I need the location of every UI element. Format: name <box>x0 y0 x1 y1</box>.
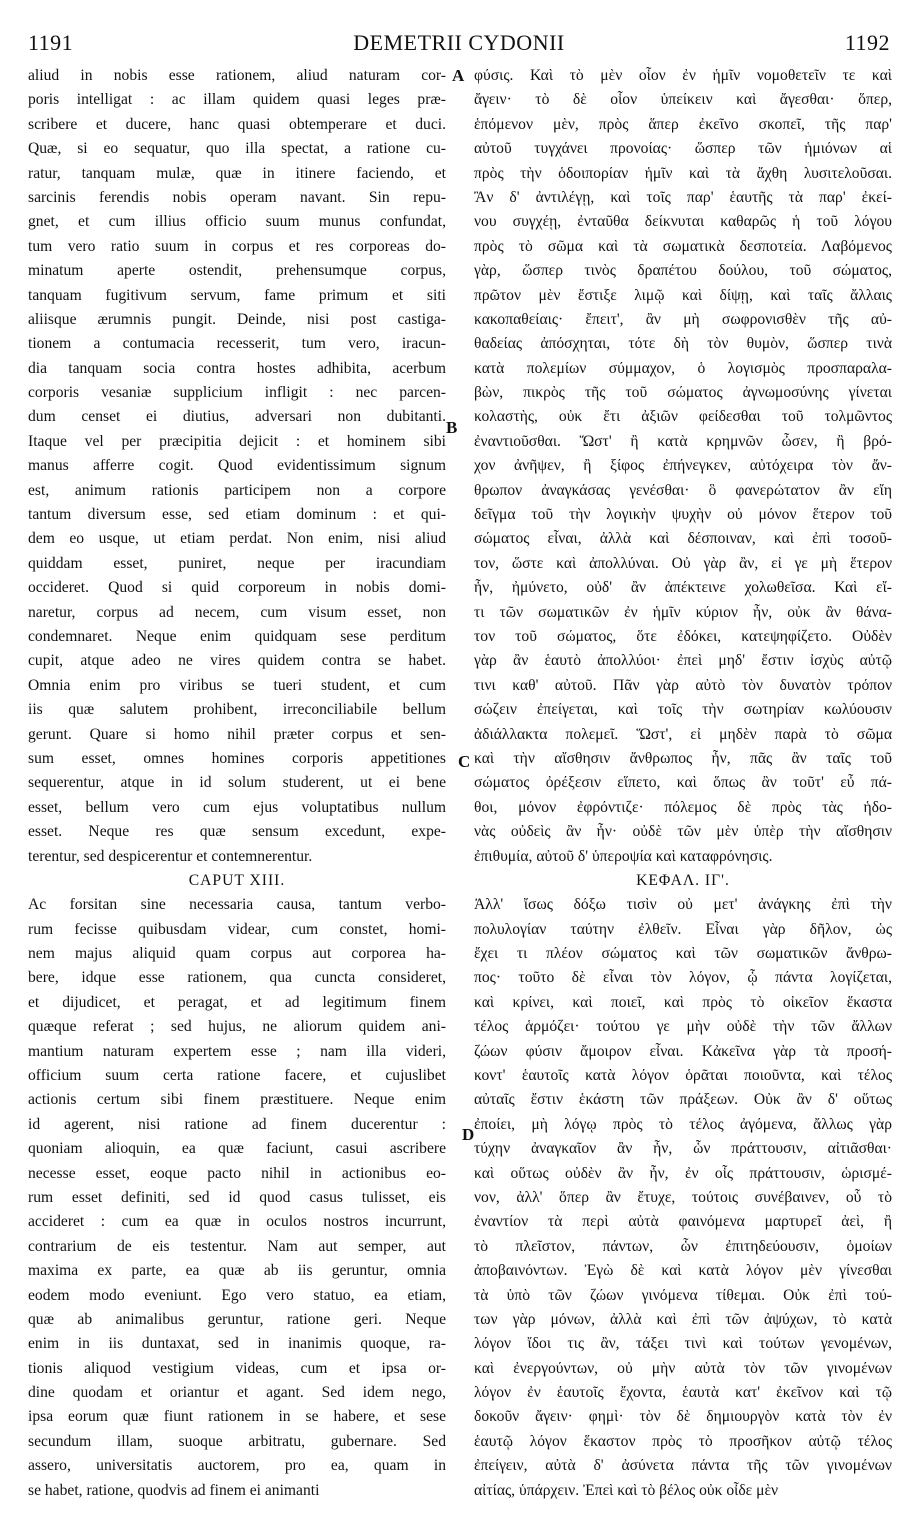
text-line: id agerent, nisi ratione ad finem ducerentur : <box>28 1115 446 1133</box>
text-line: τὸ πλεῖστον, πάντων, ὧν ἐπιτηδεύουσιν, ὁμοίων <box>474 1237 892 1255</box>
text-line: ἑπόμενον μὲν, πρὸς ἅπερ ἐκεῖνο σκοπεῖ, τῆς παρ' <box>474 115 892 133</box>
text-line: ἀδιάλλακτα πολεμεῖ. Ὥστ', εἰ μηδὲν παρὰ τὸ σῶμα <box>474 725 892 743</box>
text-line: Itaque vel per præcipitia dejicit : et hominem sibi <box>28 432 446 450</box>
text-line: gnet, et cum illius officio suum munus confundat, <box>28 213 446 231</box>
text-line: αἰτίας, ὑπάρχειν. Ἐπεὶ καὶ τὸ βέλος οὐκ οἶδε μὲν <box>474 1481 779 1499</box>
text-line: tionem a contumacia recesserit, tum vero, iracun- <box>28 335 446 353</box>
text-line: τὰ ὑπὸ τῶν ζώων γινόμενα τίθεμαι. Οὐκ ἐπὶ τού- <box>474 1286 892 1304</box>
text-line: scribere et ducere, hanc quasi obtemperare et duci. <box>28 115 446 133</box>
text-line: ἦν, ἠμύνετο, οὐδ' ἂν ἀπέκτεινε χολωθεῖσα. Καὶ εἴ- <box>474 579 892 597</box>
text-line: maxima ex parte, ea quæ ab iis geruntur, omnia <box>28 1262 446 1280</box>
text-line: λόγον ἐν ἑαυτοῖς ἔχοντα, ἑαυτὰ κατ' ἐκεῖνον καὶ τῷ <box>474 1384 892 1402</box>
text-line: χον ἀνῆψεν, ἢ ξίφος ἐπήνεγκεν, αὐτόχειρα τὸν ἄν- <box>474 457 892 475</box>
text-line: ἐπιθυμία, αὐτοῦ δ' ὑπεροψία καὶ καταφρόνησις. <box>474 847 773 865</box>
text-line: mantium naturam expertem esse ; nam illa videri, <box>28 1042 446 1060</box>
text-line: est, animum rationis participem non a corpore <box>28 481 446 499</box>
text-line: κοντ' ἑαυτοῖς κατὰ λόγον ὁρᾶται ποιοῦντα, καὶ τέλος <box>474 1067 892 1085</box>
text-line: καὶ τὴν αἴσθησιν ἄνθρωπος ἦν, πᾶς ἂν ταῖς τοῦ <box>474 749 892 767</box>
text-line: enim in iis duntaxat, sed in inanimis quoque, ra- <box>28 1335 446 1353</box>
text-line: λόγον ἴδοι τις ἂν, τάξει τινὶ καὶ τούτων γενομένων, <box>474 1335 892 1353</box>
text-line: accideret : cum ea quæ in oculos nostros incurrunt, <box>28 1213 446 1231</box>
text-line: tantum diversum esse, sed etiam dominum : et qui- <box>28 506 446 524</box>
margin-marker-c: C <box>458 752 471 771</box>
page-number-right: 1192 <box>844 30 890 55</box>
text-line: αὐταῖς ἔστιν ἑκάστη τῶν πράξεων. Οὐκ ἂν δ' οὕτως <box>474 1091 892 1109</box>
text-line: Ac forsitan sine necessaria causa, tantum verbo- <box>28 896 446 914</box>
text-line: αὐτοῦ τυγχάνει προνοίας· ὥσπερ τῶν ἡμιόνων αἱ <box>474 140 892 158</box>
text-line: quiddam esset, puniret, neque per iracundiam <box>28 554 446 572</box>
text-line: ἐναντίον τὰ περὶ αὐτὰ φαινόμενα μαρτυρεῖ ἀεὶ, ἢ <box>474 1213 892 1231</box>
text-line: νον, ἀλλ' ὅπερ ἂν ἔτυχε, τούτοις συνέβαινεν, οὗ τὸ <box>474 1188 892 1206</box>
page-number-left: 1191 <box>28 30 74 55</box>
text-line: των γὰρ μόνων, ἀλλὰ καὶ ἐπὶ τῶν ἀψύχων, τὸ κατὰ <box>474 1310 892 1328</box>
text-line: σώματος εἶναι, ἀλλὰ καὶ δέσποιναν, καὶ ἐπὶ τοσοῦ- <box>474 530 892 548</box>
latin-column <box>28 64 446 1503</box>
text-line: eodem modo eveniunt. Ego vero statuo, ea etiam, <box>28 1286 446 1304</box>
text-line: actionis certum sibi finem præstituere. Neque enim <box>28 1091 446 1109</box>
text-line: πος· τοῦτο δὲ εἶναι τὸν λόγον, ᾧ πάντα λογίζεται, <box>474 969 892 987</box>
text-line: rum fecisse quibusdam videar, cum constet, homi- <box>28 920 446 938</box>
text-line: ἐναντιοῦσθαι. Ὥστ' ἢ κατὰ κρημνῶν ὦσεν, ἢ βρό- <box>474 432 892 450</box>
text-line: iis quæ salutem prohibent, irreconciliabile bellum <box>28 701 446 719</box>
text-line: sum esset, omnes homines corporis appetitiones <box>28 749 446 767</box>
text-line: νου συγχέῃ, ἐνταῦθα δείκνυται καθαρῶς ἡ τοῦ λόγου <box>474 213 892 231</box>
text-line: esset, bellum vero cum ejus voluptatibus nullum <box>28 798 446 816</box>
text-line: κακοπαθείαις· ἔπειτ', ἂν μὴ σωφρονισθὲν τῆς αὐ- <box>474 310 892 328</box>
text-line: θαδείας ἀπόσχηται, τότε δὴ τὸν θυμὸν, ὥσπερ τινὰ <box>474 335 892 353</box>
text-line: Ἀλλ' ἴσως δόξω τισὶν οὐ μετ' ἀνάγκης ἐπὶ τὴν <box>474 896 892 914</box>
text-line: assero, universitatis auctorem, pro ea, quam in <box>28 1457 446 1475</box>
text-line: γὰρ ἂν ἑαυτὸ ἀπολλύοι· ἐπεὶ μηδ' ἔστιν ἰσχὺς αὐτῷ <box>474 652 892 670</box>
text-line: ἀποβαινόντων. Ἐγὼ δὲ καὶ κατὰ λόγον μὲν γίνεσθαι <box>474 1262 892 1280</box>
text-line: πρῶτον μὲν ἔστιξε λιμῷ καὶ δίψῃ, καὶ ταῖς ἄλλαις <box>474 286 892 304</box>
text-line: tum vero ratio suum in corpus et res corporeas do- <box>28 237 446 255</box>
text-line: contrarium de eis testentur. Nam aut semper, aut <box>28 1237 446 1255</box>
text-line: secundum illam, suoque arbitratu, gubernare. Sed <box>28 1432 446 1450</box>
text-line: ζώων φύσιν ἄμοιρον εἶναι. Κἀκεῖνα γὰρ τὰ προσή- <box>474 1042 892 1060</box>
text-line: officium suum certa ratione facere, et cujuslibet <box>28 1067 446 1085</box>
chapter-heading: ΚΕΦΑΛ. ΙΓ'. <box>636 871 730 889</box>
text-line: πρὸς τὴν ὁδοιπορίαν ἡμῖν καὶ τὰ ἄχθη λυσιτελοῦσαι. <box>474 164 892 182</box>
margin-marker-b: B <box>446 418 458 437</box>
text-line: dia tanquam socia contra hostes adhibita, acerbum <box>28 359 446 377</box>
margin-marker-d: D <box>462 1125 475 1144</box>
text-line: Quæ, si eo sequatur, quo illa spectat, a ratione cu- <box>28 140 446 158</box>
text-line: esset. Neque res quæ sensum excedunt, expe- <box>28 823 446 841</box>
text-line: tionis aliquod vestigium videas, cum et ipsa or- <box>28 1359 446 1377</box>
greek-column <box>474 64 892 1503</box>
text-line: πρὸς τὸ σῶμα καὶ τὰ σωματικὰ δεσποτεία. Λαβόμενος <box>474 237 892 255</box>
text-line: τέλος ἁρμόζει· τούτου γε μὴν οὐδὲ τὴν τῶν ἄλλων <box>474 1018 892 1036</box>
text-line: ratur, tanquam mulæ, quæ in itinere faciendo, et <box>28 164 446 182</box>
text-line: σώζειν ἐπείγεται, καὶ τοῖς τὴν σωτηρίαν κωλύουσιν <box>474 701 892 719</box>
text-line: cupit, atque adeo ne vires quidem contra se habet. <box>28 652 446 670</box>
text-line: dine quodam et oriantur et agant. Sed idem nego, <box>28 1384 446 1402</box>
text-line: quoniam alioquin, ea quæ faciunt, casui ascribere <box>28 1140 446 1158</box>
chapter-heading: CAPUT XIII. <box>188 871 286 889</box>
text-line: tanquam fugitivum servum, fame primum et siti <box>28 286 446 304</box>
text-line: et dijudicet, et peragat, et ad legitimum finem <box>28 993 446 1011</box>
text-line: gerunt. Quare si homo nihil præter corpus et sen- <box>28 725 446 743</box>
text-line: sarcinis ferendis nobis operam navant. Sin repu- <box>28 188 446 206</box>
text-line: ἔχει τι πλέον σώματος καὶ τῶν σωματικῶν ἄνθρω- <box>474 945 892 963</box>
text-line: γὰρ, ὥσπερ τινὸς δραπέτου δούλου, τοῦ σώματος, <box>474 262 892 280</box>
text-line: occideret. Quod si quid corporeum in nobis domi- <box>28 579 446 597</box>
text-line: βὼν, πικρὸς τῆς τοῦ σώματος ἀγνωμοσύνης γίνεται <box>474 384 892 402</box>
text-line: ἄγειν· τὸ δὲ οἷον ὑπείκειν καὶ ἄγεσθαι· ὅπερ, <box>474 91 892 109</box>
running-title: DEMETRII CYDONII <box>353 30 565 55</box>
text-line: ἑαυτῷ λόγον ἕκαστον πρὸς τὸ προσῆκον αὐτῷ τέλος <box>474 1432 892 1450</box>
text-line: sequerentur, atque in id solum studerent, ut ei bene <box>28 774 446 792</box>
text-line: terentur, sed despicerentur et contemnerentur. <box>28 847 313 865</box>
text-line: bere, idque esse rationem, qua cuncta consideret, <box>28 969 446 987</box>
text-line: τι τῶν σωματικῶν ἐν ἡμῖν κύριον ἦν, οὐκ ἂν θάνα- <box>474 603 892 621</box>
text-line: κολαστὴς, οὐκ ἔτι ἀξιῶν φείδεσθαι τοῦ τολμῶντος <box>474 408 892 426</box>
text-line: necesse esset, eoque pacto nihil in actionibus eo- <box>28 1164 446 1182</box>
text-line: corporis vesaniæ supplicium infligit : nec parcen- <box>28 384 446 402</box>
text-line: poris intelligat : ac illam quidem quasi leges præ- <box>28 91 446 109</box>
text-line: rum esset definiti, sed id quod casus tulisset, eis <box>28 1188 446 1206</box>
text-line: se habet, ratione, quodvis ad finem ei animanti <box>28 1481 320 1499</box>
text-line: καὶ ἐνεργούντων, οὐ μὴν αὐτὰ τὸν τῶν γινομένων <box>474 1359 892 1377</box>
text-line: τον, ὥστε καὶ ἀπολλύναι. Οὐ γὰρ ἂν, εἰ γε μὴ ἕτερον <box>474 554 892 572</box>
text-line: ἐπείγειν, αὐτὰ δ' ἀσύνετα πάντα τῆς τῶν γινομένων <box>474 1457 892 1475</box>
text-line: τον τοῦ σώματος, ὅτε ἐδόκει, κατεψηφίζετο. Οὐδὲν <box>474 627 892 645</box>
text-line: condemnaret. Neque enim quidquam sese perditum <box>28 627 446 645</box>
text-line: σώματος ὀρέξεσιν εἵπετο, καὶ ὅπως ἂν τοῦτ' εὖ πά- <box>474 774 892 792</box>
text-line: Omnia enim pro viribus se tueri student, et cum <box>28 676 446 694</box>
margin-marker-a: A <box>452 66 465 85</box>
text-line: καὶ κρίνει, καὶ ποιεῖ, καὶ πρὸς τὸ οἰκεῖον ἕκαστα <box>474 993 892 1011</box>
text-line: dem eo usque, ut etiam perdat. Non enim, nisi aliud <box>28 530 446 548</box>
text-line: κατὰ πολεμίων σύμμαχον, ὁ λογισμὸς προσπαραλα- <box>474 359 892 377</box>
text-line: dum censet ei diutius, adversari non dubitanti. <box>28 408 446 426</box>
text-line: ipsa eorum quæ fiunt rationem in se habere, et sese <box>28 1408 446 1426</box>
text-line: καὶ οὕτως οὐδὲν ἂν ἦν, ἐν οἷς πράττουσιν, ὡρισμέ- <box>474 1164 892 1182</box>
text-line: τινι καθ' αὐτοῦ. Πᾶν γὰρ αὐτὸ τὸν δυνατὸν τρόπον <box>474 676 892 694</box>
text-line: quæ ab animalibus geruntur, ratione geri. Neque <box>28 1310 446 1328</box>
text-line: τύχην ἀναγκαῖον ἂν ἦν, ὧν πράττουσιν, αἰτιᾶσθαι· <box>474 1140 892 1158</box>
text-line: quæque referat ; sed hujus, ne aliorum quidem ani- <box>28 1018 446 1036</box>
text-line: δοκοῦν ἄγειν· φημὶ· τὸν δὲ δημιουργὸν κατὰ τὸν ἐν <box>474 1408 892 1426</box>
text-line: nem majus aliquid quam corpus aut corporea ha- <box>28 945 446 963</box>
text-line: naretur, corpus ad necem, cum visum esset, non <box>28 603 446 621</box>
text-line: ἐποίει, μὴ λόγῳ πρὸς τὸ τέλος ἀγόμενα, ἄλλως γὰρ <box>474 1115 892 1133</box>
text-line: aliud in nobis esse rationem, aliud naturam cor- <box>28 67 446 84</box>
text-line: πολυλογίαν ταύτην ἐλθεῖν. Εἶναι γὰρ δῆλον, ὡς <box>474 920 892 938</box>
text-line: θρωπον ἀναγκάσας γενέσθαι· ὃ φανερώτατον ἂν εἴη <box>474 481 892 499</box>
text-line: manus afferre cogit. Quod evidentissimum signum <box>28 457 446 475</box>
text-line: Ἂν δ' ἀντιλέγῃ, καὶ τοῖς παρ' ἑαυτῆς τὰ παρ' ἐκεί- <box>474 188 892 206</box>
text-line: aliisque ærumnis pungit. Deinde, nisi post castiga- <box>28 310 446 328</box>
page-header <box>28 22 890 62</box>
text-line: φύσις. Καὶ τὸ μὲν οἷον ἐν ἡμῖν νομοθετεῖν τε καὶ <box>474 67 892 84</box>
text-line: δεῖγμα τοῦ τὴν λογικὴν ψυχὴν οὐ μόνον ἕτερον τοῦ <box>474 506 892 524</box>
text-line: θοι, μόνον ἐφρόντιζε· πόλεμος δὲ πρὸς τὰς ἡδο- <box>474 798 892 816</box>
text-line: minatum aperte ostendit, prehensumque corpus, <box>28 262 446 280</box>
text-line: νὰς οὐδεὶς ἂν ἦν· οὐδὲ τῶν μὲν ὑπὲρ τὴν αἴσθησιν <box>474 823 892 841</box>
